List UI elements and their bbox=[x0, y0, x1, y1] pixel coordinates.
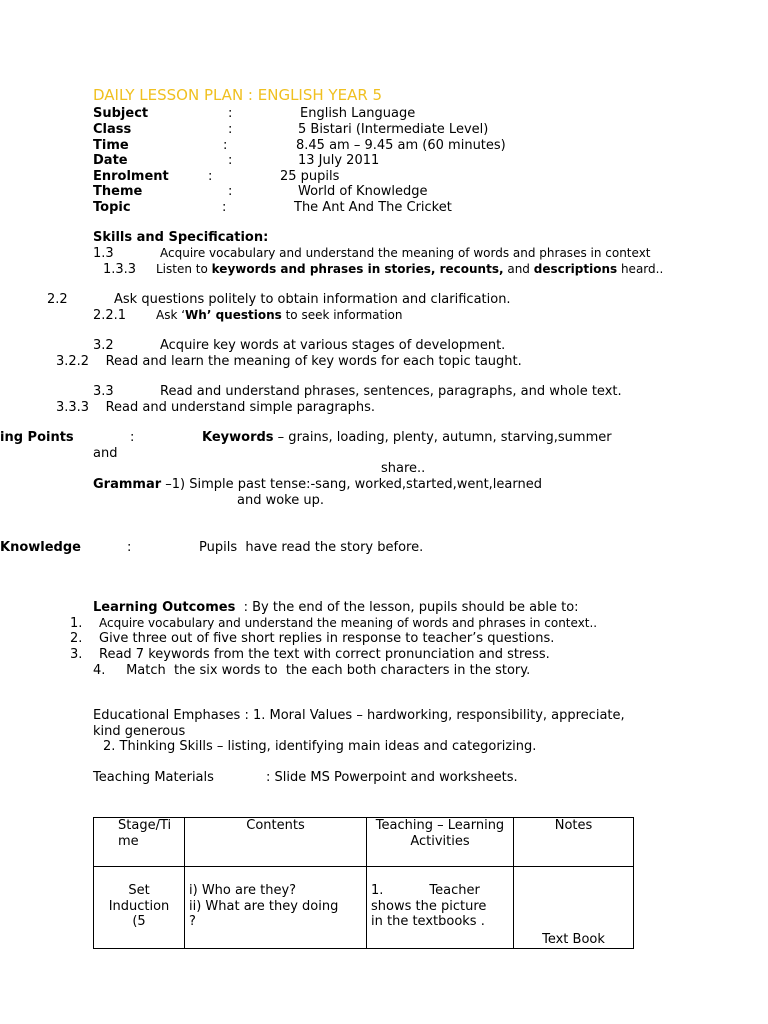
outcome-number: 3. bbox=[70, 647, 83, 662]
outcome-text: Acquire vocabulary and understand the meaning of words and phrases in context.. bbox=[99, 616, 598, 630]
info-label-topic: Topic bbox=[93, 200, 131, 215]
teaching-materials-label: Teaching Materials bbox=[93, 770, 214, 785]
info-value-time: 8.45 am – 9.45 am (60 minutes) bbox=[296, 138, 506, 153]
skill-number: 2.2.1 bbox=[93, 308, 127, 323]
info-label-class: Class bbox=[93, 122, 132, 137]
info-label-enrolment: Enrolment bbox=[93, 169, 169, 184]
keywords-and: and bbox=[93, 446, 118, 461]
prior-knowledge-text: Pupils have read the story before. bbox=[199, 540, 424, 555]
skill-number: 2.2 bbox=[47, 292, 68, 307]
skill-text: 3.3.3 Read and understand simple paragraphs. bbox=[56, 400, 376, 415]
keywords-share: share.. bbox=[381, 461, 426, 476]
outcome-number: 2. bbox=[70, 631, 83, 646]
stage-cell: Set Induction (5 bbox=[94, 867, 185, 949]
skill-text: Acquire key words at various stages of development. bbox=[160, 338, 506, 353]
outcome-number: 1. bbox=[70, 616, 83, 631]
info-label-time: Time bbox=[93, 138, 129, 153]
skills-heading: Skills and Specification: bbox=[93, 230, 269, 245]
keywords-line: Keywords – grains, loading, plenty, autumn, starving,summer bbox=[202, 430, 612, 445]
emphases-line: Educational Emphases : 1. Moral Values – hardworking, responsibility, appreciate, bbox=[93, 708, 625, 723]
skill-number: 1.3.3 bbox=[103, 262, 137, 277]
skill-number: 3.3 bbox=[93, 384, 114, 399]
info-colon: : bbox=[228, 122, 233, 137]
info-colon: : bbox=[228, 106, 233, 121]
info-colon: : bbox=[228, 184, 233, 199]
table-header-cell: Stage/Time bbox=[94, 818, 185, 867]
skill-number: 3.2 bbox=[93, 338, 114, 353]
colon: : bbox=[127, 540, 132, 555]
table-header-cell: Notes bbox=[514, 818, 634, 867]
info-label-theme: Theme bbox=[93, 184, 143, 199]
notes-cell: Text Book bbox=[514, 867, 634, 949]
table-header-row bbox=[94, 818, 634, 867]
table-row bbox=[94, 867, 634, 949]
learning-outcomes-heading: Learning Outcomes : By the end of the lesson, pupils should be able to: bbox=[93, 600, 579, 615]
info-value-topic: The Ant And The Cricket bbox=[294, 200, 452, 215]
info-colon: : bbox=[223, 138, 228, 153]
info-colon: : bbox=[208, 169, 213, 184]
contents-cell: i) Who are they? ii) What are they doing ? bbox=[185, 867, 367, 949]
grammar-line: Grammar –1) Simple past tense:-sang, worked,started,went,learned bbox=[93, 477, 542, 492]
teaching-points-label: ing Points bbox=[0, 430, 74, 445]
skill-text: Acquire vocabulary and understand the meaning of words and phrases in context bbox=[160, 246, 651, 260]
skill-text: Ask ‘Wh’ questions to seek information bbox=[156, 308, 403, 322]
outcome-text: Give three out of five short replies in response to teacher’s questions. bbox=[99, 631, 555, 646]
info-value-date: 13 July 2011 bbox=[298, 153, 380, 168]
info-colon: : bbox=[228, 153, 233, 168]
info-value-enrolment: 25 pupils bbox=[280, 169, 340, 184]
prior-knowledge-label: Knowledge bbox=[0, 540, 81, 555]
info-value-subject: English Language bbox=[300, 106, 416, 121]
info-value-theme: World of Knowledge bbox=[298, 184, 428, 199]
grammar-continuation: and woke up. bbox=[237, 493, 324, 508]
skill-number: 1.3 bbox=[93, 246, 114, 261]
activities-cell: 1. Teacher shows the picture in the textbooks . bbox=[367, 867, 514, 949]
lesson-stages-table bbox=[93, 817, 634, 949]
table-header-cell: Teaching – Learning Activities bbox=[367, 818, 514, 867]
table-header-cell: Contents bbox=[185, 818, 367, 867]
info-colon: : bbox=[222, 200, 227, 215]
emphases-line: kind generous bbox=[93, 724, 186, 739]
skill-text: Ask questions politely to obtain information and clarification. bbox=[114, 292, 511, 307]
outcome-text: Read 7 keywords from the text with correct pronunciation and stress. bbox=[99, 647, 550, 662]
emphases-line: 2. Thinking Skills – listing, identifying main ideas and categorizing. bbox=[103, 739, 537, 754]
info-label-date: Date bbox=[93, 153, 128, 168]
colon: : bbox=[130, 430, 135, 445]
skill-text: Listen to keywords and phrases in stories, recounts, and descriptions heard.. bbox=[156, 262, 664, 276]
info-value-class: 5 Bistari (Intermediate Level) bbox=[298, 122, 489, 137]
skill-text: Read and understand phrases, sentences, paragraphs, and whole text. bbox=[160, 384, 622, 399]
skill-text: 3.2.2 Read and learn the meaning of key words for each topic taught. bbox=[56, 354, 522, 369]
page-title: DAILY LESSON PLAN : ENGLISH YEAR 5 bbox=[93, 86, 383, 104]
outcome-text: 4. Match the six words to the each both characters in the story. bbox=[93, 663, 531, 678]
teaching-materials-text: : Slide MS Powerpoint and worksheets. bbox=[266, 770, 518, 785]
info-label-subject: Subject bbox=[93, 106, 149, 121]
